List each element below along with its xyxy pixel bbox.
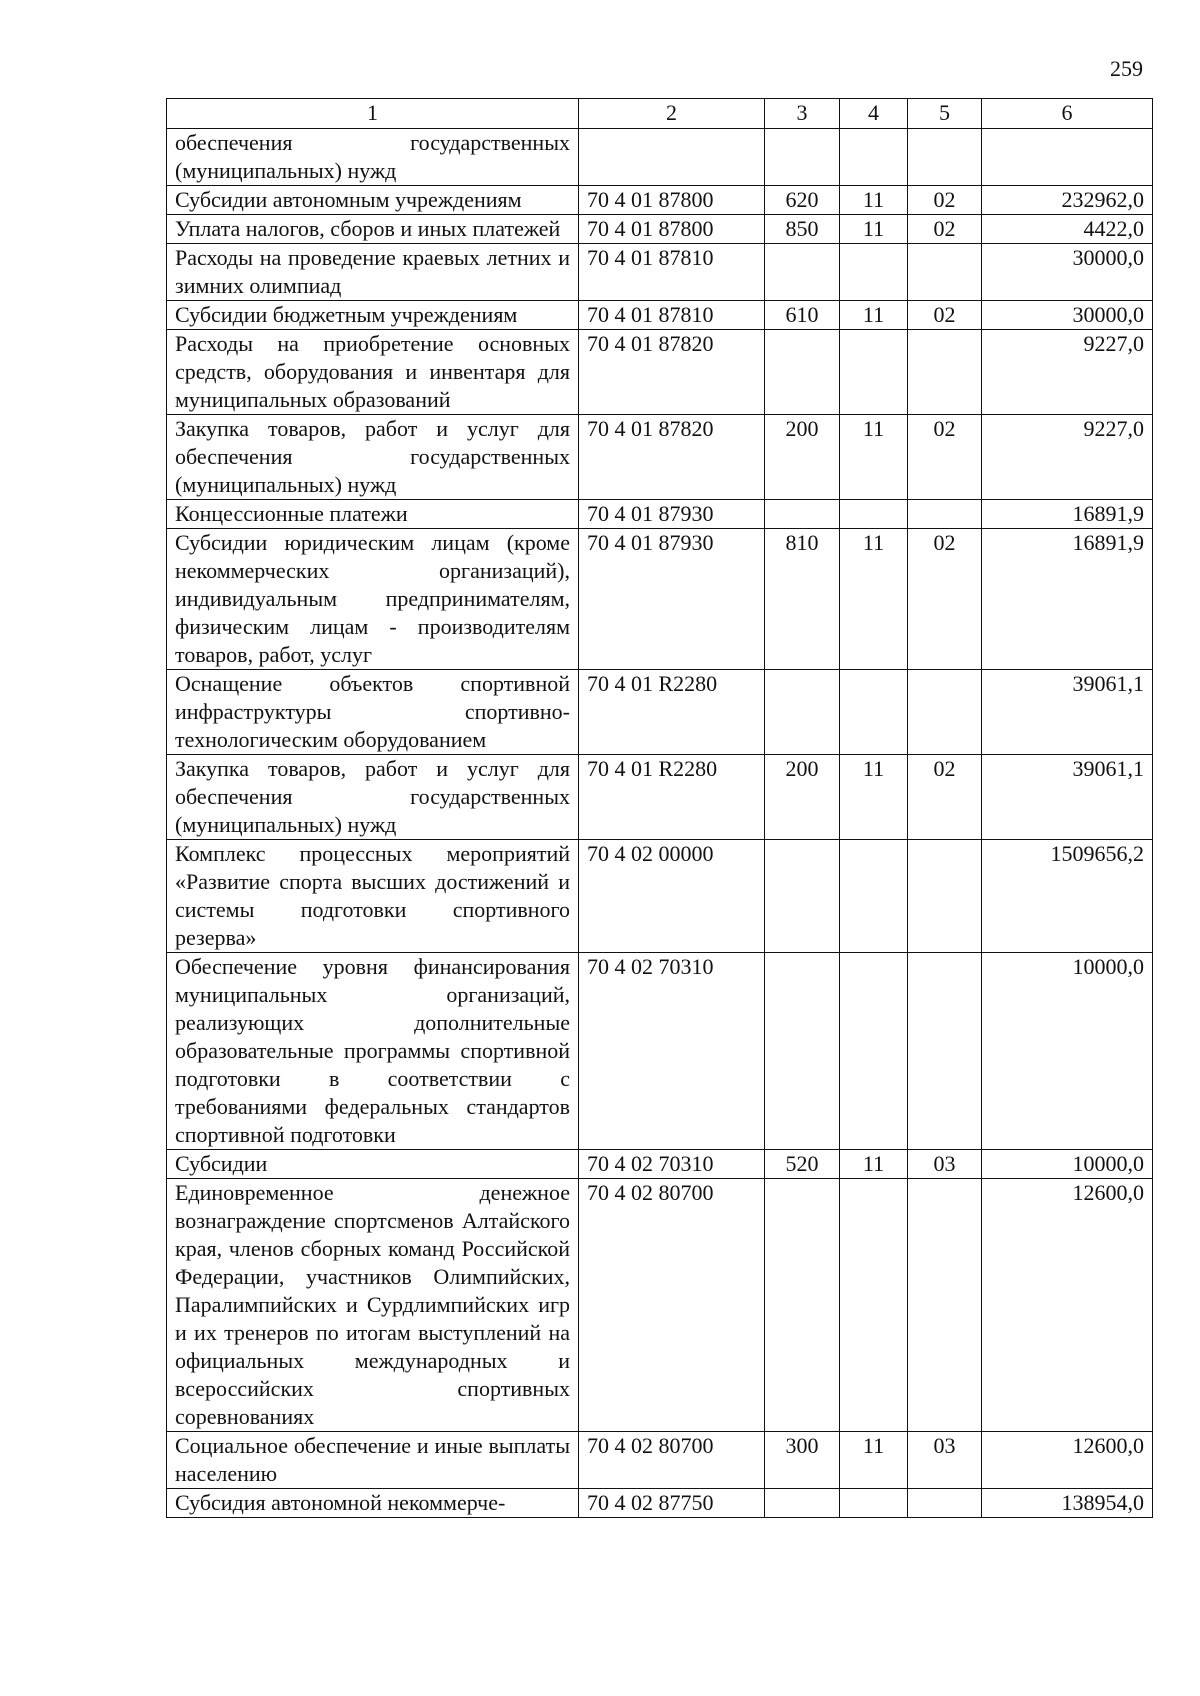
- row-subsection: [908, 330, 982, 415]
- row-section: 11: [840, 1432, 908, 1489]
- row-description: Субсидии бюджетным учреждениям: [167, 301, 579, 330]
- row-amount: 232962,0: [982, 186, 1153, 215]
- row-budget-code: 70 4 01 87810: [579, 301, 765, 330]
- table-body: [167, 129, 1153, 1518]
- table-row: [167, 301, 1153, 330]
- row-amount: 12600,0: [982, 1179, 1153, 1432]
- table-row: [167, 840, 1153, 953]
- row-description: Субсидии автономным учреждениям: [167, 186, 579, 215]
- table-row: [167, 500, 1153, 529]
- row-subsection: [908, 1179, 982, 1432]
- row-section: [840, 953, 908, 1150]
- row-expense-type: [765, 500, 840, 529]
- row-subsection: [908, 244, 982, 301]
- budget-table: [166, 98, 1153, 1518]
- row-budget-code: [579, 129, 765, 186]
- row-subsection: 02: [908, 415, 982, 500]
- row-amount: 4422,0: [982, 215, 1153, 244]
- row-section: [840, 244, 908, 301]
- table-header-row: [167, 99, 1153, 129]
- row-section: [840, 330, 908, 415]
- table-row: [167, 1432, 1153, 1489]
- table-row: [167, 670, 1153, 755]
- row-section: 11: [840, 755, 908, 840]
- row-section: 11: [840, 529, 908, 670]
- row-expense-type: [765, 840, 840, 953]
- row-expense-type: [765, 244, 840, 301]
- row-section: 11: [840, 186, 908, 215]
- row-expense-type: 300: [765, 1432, 840, 1489]
- row-description: Субсидия автономной некоммерче-: [167, 1489, 579, 1518]
- row-section: [840, 840, 908, 953]
- row-description: Оснащение объектов спортивной инфраструктуры спортивно-технологическим оборудованием: [167, 670, 579, 755]
- row-subsection: [908, 953, 982, 1150]
- row-expense-type: [765, 129, 840, 186]
- row-expense-type: 520: [765, 1150, 840, 1179]
- row-subsection: [908, 500, 982, 529]
- row-description: Закупка товаров, работ и услуг для обеспечения государственных (муниципальных) нужд: [167, 415, 579, 500]
- row-description: Социальное обеспечение и иные выплаты населению: [167, 1432, 579, 1489]
- row-section: [840, 670, 908, 755]
- row-budget-code: 70 4 02 70310: [579, 953, 765, 1150]
- page-number: 259: [1110, 56, 1143, 81]
- row-description: Обеспечение уровня финансирования муниципальных организаций, реализующих дополнительные образовательные программы спортивной подготовки в соответствии с требованиями федеральных стандартов спортивной подготовки: [167, 953, 579, 1150]
- row-budget-code: 70 4 01 R2280: [579, 755, 765, 840]
- row-description: Расходы на проведение краевых летних и зимних олимпиад: [167, 244, 579, 301]
- row-description: Расходы на приобретение основных средств, оборудования и инвентаря для муниципальных образований: [167, 330, 579, 415]
- table-row: [167, 1489, 1153, 1518]
- column-header-3: 3: [765, 99, 840, 129]
- row-expense-type: 810: [765, 529, 840, 670]
- row-amount: 16891,9: [982, 500, 1153, 529]
- row-budget-code: 70 4 01 R2280: [579, 670, 765, 755]
- row-expense-type: 620: [765, 186, 840, 215]
- row-subsection: 02: [908, 186, 982, 215]
- row-amount: 138954,0: [982, 1489, 1153, 1518]
- row-amount: 39061,1: [982, 670, 1153, 755]
- column-header-1: 1: [167, 99, 579, 129]
- row-amount: 30000,0: [982, 301, 1153, 330]
- row-section: [840, 129, 908, 186]
- row-amount: 30000,0: [982, 244, 1153, 301]
- row-amount: 12600,0: [982, 1432, 1153, 1489]
- row-subsection: 02: [908, 215, 982, 244]
- row-budget-code: 70 4 01 87930: [579, 529, 765, 670]
- row-description: Концессионные платежи: [167, 500, 579, 529]
- row-budget-code: 70 4 01 87820: [579, 330, 765, 415]
- row-subsection: 02: [908, 755, 982, 840]
- table-row: [167, 129, 1153, 186]
- row-section: 11: [840, 415, 908, 500]
- row-subsection: [908, 1489, 982, 1518]
- row-subsection: 03: [908, 1432, 982, 1489]
- row-section: 11: [840, 215, 908, 244]
- table-row: [167, 1150, 1153, 1179]
- row-budget-code: 70 4 02 87750: [579, 1489, 765, 1518]
- row-budget-code: 70 4 02 70310: [579, 1150, 765, 1179]
- table-row: [167, 953, 1153, 1150]
- row-description: Субсидии юридическим лицам (кроме некоммерческих организаций), индивидуальным предпринимателям, физическим лицам - производителям товаров, работ, услуг: [167, 529, 579, 670]
- row-budget-code: 70 4 01 87810: [579, 244, 765, 301]
- table-row: [167, 186, 1153, 215]
- table-row: [167, 244, 1153, 301]
- row-subsection: 02: [908, 529, 982, 670]
- row-expense-type: 850: [765, 215, 840, 244]
- row-expense-type: [765, 1489, 840, 1518]
- row-amount: 16891,9: [982, 529, 1153, 670]
- row-budget-code: 70 4 02 80700: [579, 1179, 765, 1432]
- row-subsection: [908, 670, 982, 755]
- row-description: Комплекс процессных мероприятий «Развитие спорта высших достижений и системы подготовки спортивного резерва»: [167, 840, 579, 953]
- row-description: Единовременное денежное вознаграждение спортсменов Алтайского края, членов сборных команд Российской Федерации, участников Олимпийских, Паралимпийских и Сурдлимпийских игр и их тренеров по итогам выступлений на официальных международных и всероссийских спортивных соревнованиях: [167, 1179, 579, 1432]
- row-subsection: 02: [908, 301, 982, 330]
- row-subsection: [908, 129, 982, 186]
- column-header-4: 4: [840, 99, 908, 129]
- row-budget-code: 70 4 01 87800: [579, 186, 765, 215]
- row-expense-type: 200: [765, 755, 840, 840]
- row-expense-type: 200: [765, 415, 840, 500]
- table-row: [167, 1179, 1153, 1432]
- table-row: [167, 415, 1153, 500]
- row-expense-type: [765, 953, 840, 1150]
- row-amount: 39061,1: [982, 755, 1153, 840]
- table-row: [167, 330, 1153, 415]
- row-expense-type: [765, 1179, 840, 1432]
- row-expense-type: [765, 670, 840, 755]
- row-amount: 1509656,2: [982, 840, 1153, 953]
- table-row: [167, 529, 1153, 670]
- table-row: [167, 755, 1153, 840]
- table-row: [167, 215, 1153, 244]
- row-section: 11: [840, 301, 908, 330]
- row-subsection: 03: [908, 1150, 982, 1179]
- row-budget-code: 70 4 02 00000: [579, 840, 765, 953]
- column-header-6: 6: [982, 99, 1153, 129]
- row-budget-code: 70 4 01 87820: [579, 415, 765, 500]
- row-description: Закупка товаров, работ и услуг для обеспечения государственных (муниципальных) нужд: [167, 755, 579, 840]
- row-amount: 10000,0: [982, 953, 1153, 1150]
- row-amount: 10000,0: [982, 1150, 1153, 1179]
- row-budget-code: 70 4 01 87930: [579, 500, 765, 529]
- row-section: [840, 1489, 908, 1518]
- row-section: [840, 1179, 908, 1432]
- column-header-2: 2: [579, 99, 765, 129]
- row-amount: [982, 129, 1153, 186]
- row-description: обеспечения государственных (муниципальных) нужд: [167, 129, 579, 186]
- row-subsection: [908, 840, 982, 953]
- row-description: Субсидии: [167, 1150, 579, 1179]
- row-description: Уплата налогов, сборов и иных платежей: [167, 215, 579, 244]
- row-section: 11: [840, 1150, 908, 1179]
- column-header-5: 5: [908, 99, 982, 129]
- row-amount: 9227,0: [982, 415, 1153, 500]
- row-section: [840, 500, 908, 529]
- row-amount: 9227,0: [982, 330, 1153, 415]
- row-expense-type: [765, 330, 840, 415]
- row-expense-type: 610: [765, 301, 840, 330]
- row-budget-code: 70 4 02 80700: [579, 1432, 765, 1489]
- row-budget-code: 70 4 01 87800: [579, 215, 765, 244]
